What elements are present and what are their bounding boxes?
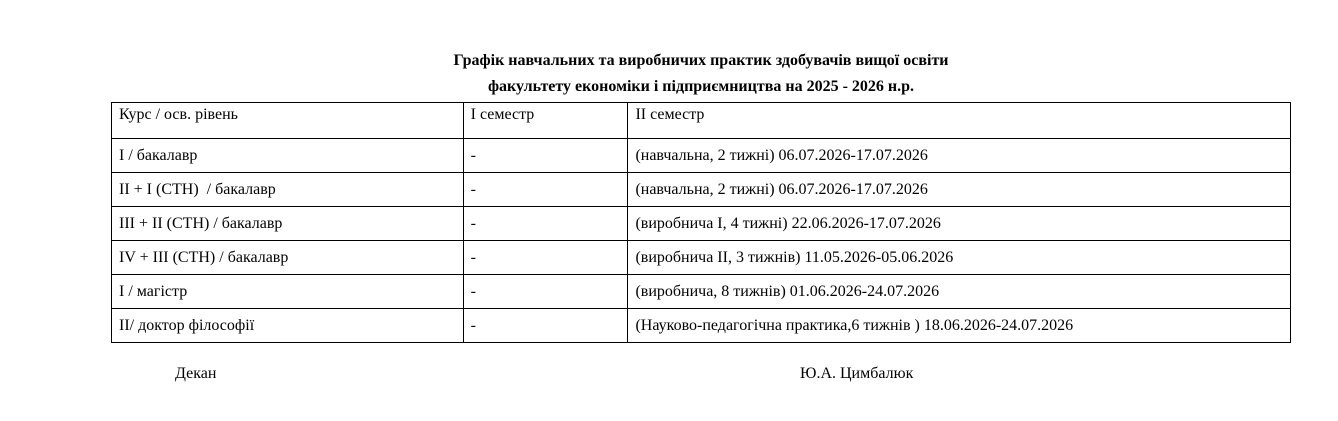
course-level-cell: IV + ІІІ (СТН) / бакалавр xyxy=(112,241,464,275)
semester-1-cell: - xyxy=(463,139,628,173)
header-course-level: Курс / осв. рівень xyxy=(112,103,464,139)
course-level-cell: І / магістр xyxy=(112,275,464,309)
semester-2-cell: (виробнича ІІ, 3 тижнів) 11.05.2026-05.06.2026 xyxy=(628,241,1291,275)
table-row xyxy=(112,309,1291,343)
table-row xyxy=(112,139,1291,173)
course-level-cell: ІІ/ доктор філософії xyxy=(112,309,464,343)
course-level-cell: ІІ + І (СТН) / бакалавр xyxy=(112,173,464,207)
table-row xyxy=(112,173,1291,207)
course-level-cell: ІІІ + ІІ (СТН) / бакалавр xyxy=(112,207,464,241)
course-level-cell: І / бакалавр xyxy=(112,139,464,173)
header-semester-1: І семестр xyxy=(463,103,628,139)
signature-position: Декан xyxy=(175,365,217,382)
semester-2-cell: (Науково-педагогічна практика,6 тижнів ) 18.06.2026-24.07.2026 xyxy=(628,309,1291,343)
document-title-line-1: Графік навчальних та виробничих практик здобувачів вищої освіти xyxy=(453,52,949,69)
semester-1-cell: - xyxy=(463,173,628,207)
semester-2-cell: (виробнича, 8 тижнів) 01.06.2026-24.07.2026 xyxy=(628,275,1291,309)
practice-schedule-table xyxy=(111,102,1291,343)
semester-1-cell: - xyxy=(463,241,628,275)
header-semester-2: ІІ семестр xyxy=(628,103,1291,139)
semester-1-cell: - xyxy=(463,309,628,343)
table-header-row xyxy=(112,103,1291,139)
document-title-line-2: факультету економіки і підприємництва на 2025 - 2026 н.р. xyxy=(487,78,915,95)
signature-name: Ю.А. Цимбалюк xyxy=(800,365,914,382)
table-row xyxy=(112,241,1291,275)
table-row xyxy=(112,207,1291,241)
semester-2-cell: (навчальна, 2 тижні) 06.07.2026-17.07.2026 xyxy=(628,139,1291,173)
semester-1-cell: - xyxy=(463,275,628,309)
semester-2-cell: (виробнича І, 4 тижні) 22.06.2026-17.07.2026 xyxy=(628,207,1291,241)
semester-1-cell: - xyxy=(463,207,628,241)
semester-2-cell: (навчальна, 2 тижні) 06.07.2026-17.07.2026 xyxy=(628,173,1291,207)
table-row xyxy=(112,275,1291,309)
